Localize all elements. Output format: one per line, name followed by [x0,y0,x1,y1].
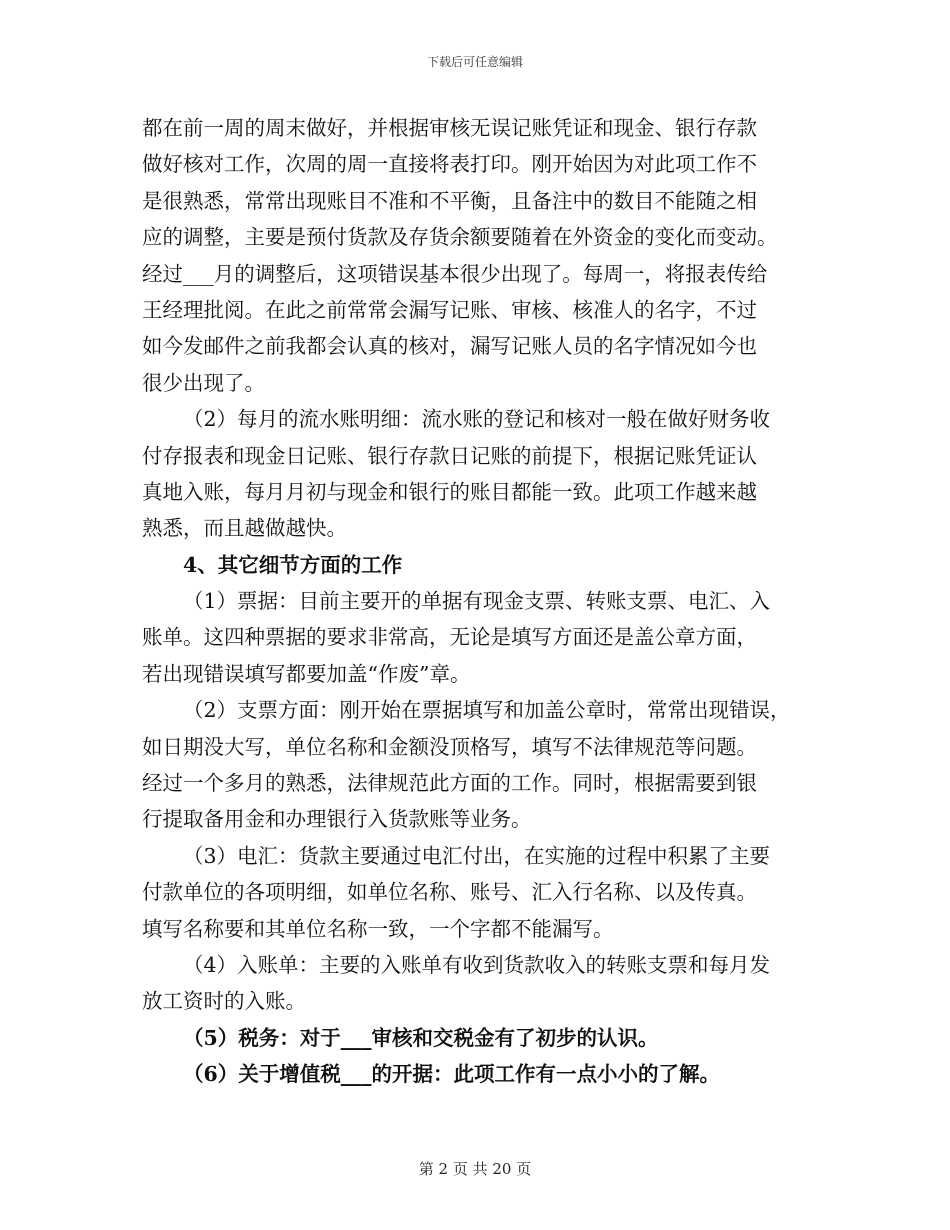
paragraph-start-line: （3）电汇：货款主要通过电汇付出，在实施的过程中积累了主要 [183,843,771,868]
text-line: 账单。这四种票据的要求非常高，无论是填写方面还是盖公章方面， [142,625,757,650]
bold-paragraph-line: （6）关于增值税___的开据：此项工作有一点小小的了解。 [183,1062,721,1087]
text-line: 熟悉，而且越做越快。 [142,516,347,541]
text-line: 如今发邮件之前我都会认真的核对，漏写记账人员的名字情况如今也 [142,334,757,359]
document-body [142,110,832,1093]
paragraph-start-line: （1）票据：目前主要开的单据有现金支票、转账支票、电汇、入 [183,589,771,614]
text-line: 付款单位的各项明细，如单位名称、账号、汇入行名称、以及传真。 [142,880,757,905]
paragraph-start-line: （4）入账单：主要的入账单有收到货款收入的转账支票和每月发 [183,952,771,977]
page-header: 下载后可任意编辑 [426,55,523,69]
paragraph-start-line: （2）支票方面：刚开始在票据填写和加盖公章时，常常出现错误， [183,698,791,723]
section-heading: 4、其它细节方面的工作 [183,552,403,577]
paragraph-start-line: （2）每月的流水账明细：流水账的登记和核对一般在做好财务收 [183,407,771,432]
bold-paragraph-line: （5）税务：对于___审核和交税金有了初步的认识。 [183,1025,659,1050]
text-line: 若出现错误填写都要加盖“作废”章。 [142,661,471,686]
text-line: 应的调整，主要是预付货款及存货余额要随着在外资金的变化而变动。 [142,225,778,250]
text-line: 都在前一周的周末做好，并根据审核无误记账凭证和现金、银行存款 [142,116,757,140]
text-line: 行提取备用金和办理银行入货款账等业务。 [142,807,532,832]
text-line: 做好核对工作，次周的周一直接将表打印。刚开始因为对此项工作不 [142,152,757,177]
text-line: 王经理批阅。在此之前常常会漏写记账、审核、核准人的名字，不过 [142,297,757,322]
text-line: 经过一个多月的熟悉，法律规范此方面的工作。同时，根据需要到银 [142,771,757,796]
text-line: 是很熟悉，常常出现账目不准和不平衡，且备注中的数目不能随之相 [142,188,757,213]
text-line: 填写名称要和其单位名称一致，一个字都不能漏写。 [142,916,614,941]
text-line: 如日期没大写，单位名称和金额没顶格写，填写不法律规范等问题。 [142,734,757,759]
text-line: 经过___月的调整后，这项错误基本很少出现了。每周一，将报表传给 [142,261,768,286]
text-line: 真地入账，每月月初与现金和银行的账目都能一致。此项工作越来越 [142,479,757,504]
page-footer: 第 2 页 共 20 页 [418,1160,532,1178]
text-line: 很少出现了。 [142,370,265,395]
text-line: 放工资时的入账。 [142,989,306,1014]
text-line: 付存报表和现金日记账、银行存款日记账的前提下，根据记账凭证认 [142,443,757,468]
